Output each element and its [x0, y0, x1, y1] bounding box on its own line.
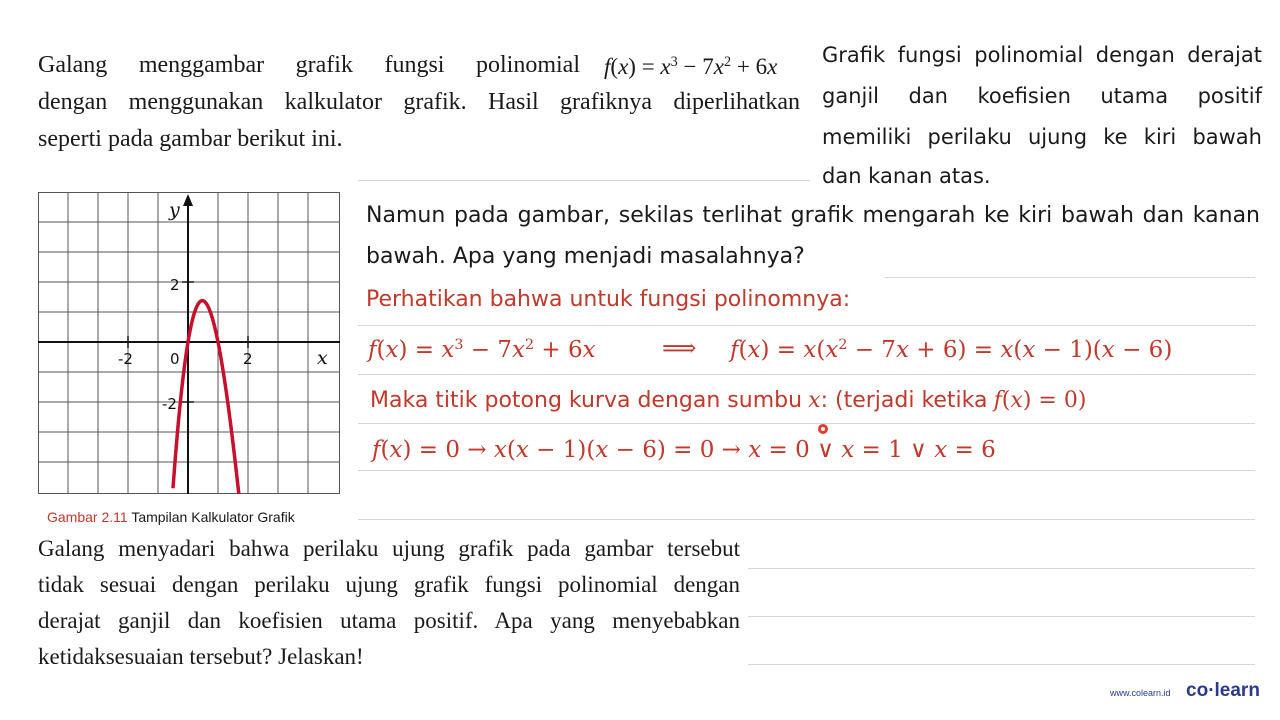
- problem-line-2: dengan menggunakan kalkulator grafik. Hasil grafiknya diperlihatkan: [38, 89, 800, 115]
- tick-label-y-neg2: -2: [162, 395, 177, 413]
- tick-label-y-pos2: 2: [170, 276, 180, 294]
- figure-caption-text: Tampilan Kalkulator Grafik: [131, 509, 295, 525]
- figure-caption: [47, 509, 295, 525]
- question-line-2: bawah. Apa yang menjadi masalahnya?: [366, 244, 805, 269]
- colearn-url: www.colearn.id: [1110, 688, 1171, 698]
- conclusion-line-1: Galang menyadari bahwa perilaku ujung grafik pada gambar tersebut: [38, 536, 740, 561]
- rule-line: [358, 519, 1255, 520]
- problem-line-3: seperti pada gambar berikut ini.: [38, 126, 343, 152]
- tick-label-x-neg2: -2: [118, 350, 133, 368]
- side-note-line-4: dan kanan atas.: [822, 164, 991, 188]
- graph-figure: [38, 192, 340, 494]
- problem-line-1: [38, 52, 580, 79]
- pointer-marker: [818, 424, 828, 434]
- rule-line: [358, 325, 1255, 326]
- question-line-1: Namun pada gambar, sekilas terlihat grafik mengarah ke kiri bawah dan kanan: [366, 203, 1260, 228]
- problem-line-1-text: Galang menggambar grafik fungsi polinomial: [38, 52, 580, 78]
- rule-line: [748, 664, 1255, 665]
- y-axis-label: y: [169, 199, 180, 221]
- function-curve: [173, 301, 240, 494]
- conclusion-line-2: tidak sesuai dengan perilaku ujung grafik fungsi polinomial dengan: [38, 572, 740, 597]
- figure-caption-number: Gambar 2.11: [47, 509, 128, 525]
- y-axis-arrow-icon: [183, 194, 193, 206]
- attention-text: Perhatikan bahwa untuk fungsi polinomnya:: [366, 287, 851, 312]
- tick-label-x-pos2: 2: [243, 350, 253, 368]
- problem-formula: $f(x) = x^3 - 7x^2 + 6x$: [604, 54, 778, 79]
- colearn-logo: co·learn: [1186, 680, 1260, 701]
- rule-line: [885, 277, 1255, 278]
- factorization-left: $f(x) = x^3 - 7x^2 + 6x$: [368, 337, 596, 363]
- rule-line: [748, 616, 1255, 617]
- rule-line: [358, 180, 810, 181]
- x-axis-label: x: [317, 347, 328, 369]
- factorization-right: $f(x) = x(x^2 - 7x + 6) = x(x - 1)(x - 6)$: [730, 337, 1173, 363]
- intercept-line: Maka titik potong kurva dengan sumbu x: (terjadi ketika f(x) = 0): [370, 388, 1087, 413]
- implies-arrow: ⟹: [662, 334, 697, 362]
- tick-label-x-zero: 0: [170, 350, 180, 368]
- rule-line: [358, 470, 1255, 471]
- rule-line: [748, 568, 1255, 569]
- side-note-line-2: ganjil dan koefisien utama positif: [822, 84, 1262, 108]
- rule-line: [358, 423, 1255, 424]
- side-note-line-1: Grafik fungsi polinomial dengan derajat: [822, 43, 1262, 67]
- rule-line: [358, 374, 1255, 375]
- solution-line: f(x) = 0 → x(x − 1)(x − 6) = 0 → x = 0 ∨ x = 1 ∨ x = 6: [372, 437, 996, 463]
- conclusion-line-3: derajat ganjil dan koefisien utama positif. Apa yang menyebabkan: [38, 608, 740, 633]
- side-note-line-3: memiliki perilaku ujung ke kiri bawah: [822, 125, 1262, 149]
- conclusion-line-4: ketidaksesuaian tersebut? Jelaskan!: [38, 644, 364, 669]
